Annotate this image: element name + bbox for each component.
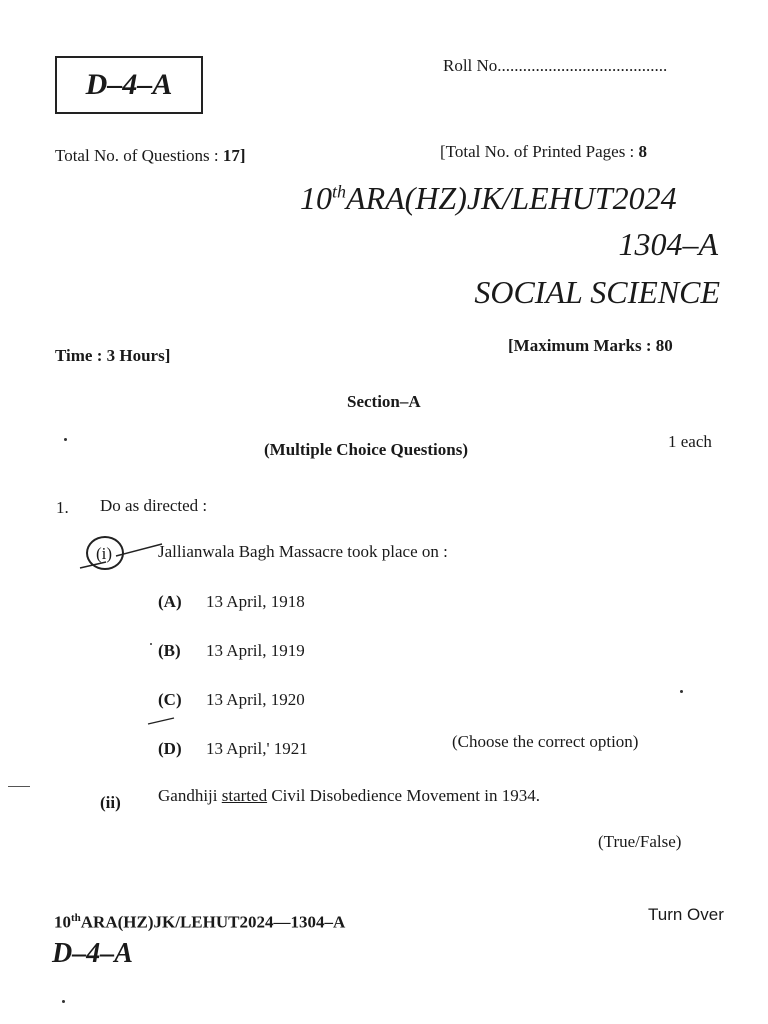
option-d (158, 739, 308, 759)
option-d-letter: (D) (158, 739, 182, 758)
question-number: 1. (56, 498, 69, 517)
option-d-text: 13 April,' 1921 (206, 739, 308, 758)
scan-speck (64, 438, 67, 441)
scan-speck (680, 690, 683, 693)
option-a (158, 592, 305, 612)
option-b-text: 13 April, 1919 (206, 641, 305, 660)
footer-code-prefix: 10 (54, 912, 71, 932)
scan-speck (150, 643, 152, 645)
part-ii-text-before: Gandhiji (158, 786, 222, 805)
part-ii-text-after: Civil Disobedience Movement in 1934. (267, 786, 540, 805)
printed-pages-value: 8 (638, 142, 648, 161)
part-ii-text-underlined: started (221, 786, 268, 805)
part-ii-label: (ii) (100, 793, 121, 812)
question-instruction: Do as directed : (100, 496, 208, 515)
paper-code-box (55, 56, 203, 114)
total-questions-label: Total No. of Questions : (55, 146, 219, 165)
footer-exam-code (54, 912, 345, 933)
footer-code-rest: ARA(HZ)JK/LEHUT2024—1304–A (80, 912, 346, 932)
part-i-label: (i) (96, 544, 113, 563)
marks-each: 1 each (668, 432, 712, 451)
scan-speck (62, 1000, 65, 1003)
total-questions (55, 146, 246, 166)
maximum-marks: [Maximum Marks : 80 (508, 336, 673, 355)
exam-code (300, 180, 677, 217)
exam-code-rest: ARA(HZ)JK/LEHUT2024 (346, 180, 677, 216)
option-c-letter: (C) (158, 690, 182, 709)
handwritten-stroke-icon (76, 540, 166, 574)
footer-paper-code: D–4–A (52, 938, 133, 969)
time-allowed: Time : 3 Hours] (55, 346, 171, 365)
option-c (158, 690, 305, 710)
part-i-text: Jallianwala Bagh Massacre took place on : (158, 542, 448, 561)
printed-pages (440, 142, 647, 162)
part-ii-text (158, 786, 540, 806)
exam-code-prefix: 10 (300, 180, 332, 216)
section-subtitle: (Multiple Choice Questions) (264, 440, 468, 459)
paper-number: 1304–A (618, 226, 718, 262)
roll-number-field: Roll No........................................ (443, 56, 668, 75)
option-a-text: 13 April, 1918 (206, 592, 305, 611)
option-a-letter: (A) (158, 592, 182, 611)
total-questions-value: 17] (222, 146, 246, 165)
paper-code: D–4–A (85, 68, 173, 101)
turn-over-text: Turn Over (648, 905, 724, 924)
section-title: Section–A (347, 392, 421, 411)
option-b-letter: (B) (158, 641, 181, 660)
option-c-text: 13 April, 1920 (206, 690, 305, 709)
exam-code-sup: th (332, 181, 347, 202)
footer-code-sup: th (71, 912, 81, 924)
part-i-note: (Choose the correct option) (452, 732, 639, 751)
scan-speck (8, 786, 30, 787)
handwritten-tick-icon (146, 716, 176, 726)
option-b (158, 641, 305, 661)
printed-pages-label: [Total No. of Printed Pages : (440, 142, 635, 161)
subject-title: SOCIAL SCIENCE (474, 274, 720, 310)
part-ii-note: (True/False) (598, 832, 682, 851)
